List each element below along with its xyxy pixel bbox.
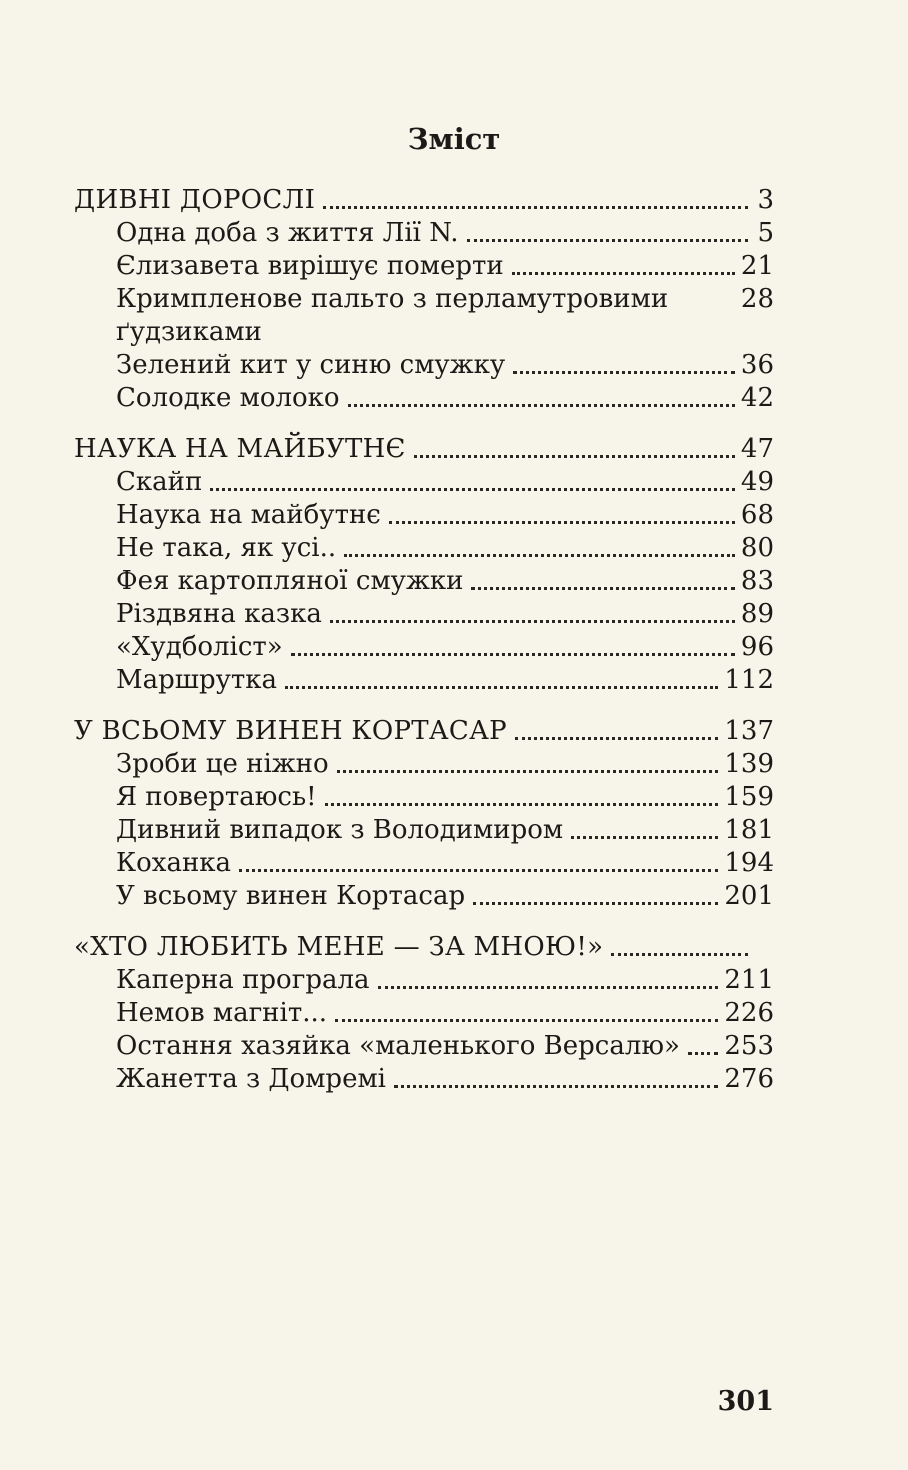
page-number: 96	[740, 632, 774, 662]
toc-section-heading	[74, 715, 774, 748]
toc-section	[74, 184, 774, 415]
dot-leader	[210, 488, 735, 491]
toc-entry	[74, 532, 774, 565]
entry-title: «Худболіст»	[116, 632, 283, 662]
toc-section	[74, 715, 774, 913]
toc-section	[74, 931, 774, 1096]
entry-title: Дивний випадок з Володимиром	[116, 815, 564, 845]
toc-entry	[74, 631, 774, 664]
entry-title: Зелений кит у синю смужку	[116, 350, 506, 380]
section-title: «ХТО ЛЮБИТЬ МЕНЕ — ЗА МНОЮ!»	[74, 932, 604, 962]
dot-leader	[467, 239, 748, 242]
page-number: 47	[740, 434, 774, 464]
page-number: 139	[724, 749, 774, 779]
toc-entry	[74, 565, 774, 598]
dot-leader	[378, 986, 719, 989]
dot-leader	[473, 902, 718, 905]
page-number: 276	[724, 1064, 774, 1094]
dot-leader	[571, 836, 718, 839]
dot-leader	[515, 737, 718, 740]
entry-title: Коханка	[116, 848, 232, 878]
page-number: 68	[740, 500, 774, 530]
toc-section-heading	[74, 931, 774, 964]
dot-leader	[688, 1052, 718, 1055]
toc-entry	[74, 664, 774, 697]
page-number: 3	[757, 185, 774, 215]
dot-leader	[512, 272, 735, 275]
page-number: 253	[724, 1031, 774, 1061]
dot-leader	[471, 587, 734, 590]
toc-entry	[74, 1030, 774, 1063]
dot-leader	[611, 953, 748, 956]
entry-title: Я повертаюсь!	[116, 782, 317, 812]
dot-leader	[348, 404, 735, 407]
toc-section-heading	[74, 184, 774, 217]
page-number: 42	[740, 383, 774, 413]
entry-title: У всьому винен Кортасар	[116, 881, 466, 911]
dot-leader	[394, 1085, 718, 1088]
toc-entry	[74, 964, 774, 997]
page-number: 21	[740, 251, 774, 281]
toc-entry	[74, 781, 774, 814]
entry-title: Фея картопляної смужки	[116, 566, 464, 596]
page-title: Зміст	[407, 122, 501, 156]
entry-title: Скайп	[116, 467, 203, 497]
toc-entry	[74, 283, 774, 349]
entry-title: Немов магніт...	[116, 998, 328, 1028]
entry-title: Кримпленове пальто з перламутровими ґудзиками	[116, 284, 669, 347]
dot-leader	[239, 869, 718, 872]
dot-leader	[285, 686, 718, 689]
entry-title: Жанетта з Домремі	[116, 1064, 386, 1094]
dot-leader	[513, 371, 735, 374]
toc-entry	[74, 349, 774, 382]
entry-title: Остання хазяйка «маленького Версалю»	[116, 1031, 680, 1061]
page-number: 194	[724, 848, 774, 878]
toc-section	[74, 433, 774, 697]
dot-leader	[414, 455, 735, 458]
page-number: 80	[740, 533, 774, 563]
dot-leader	[291, 653, 735, 656]
entry-title: Різдвяна казка	[116, 599, 322, 629]
toc-entry	[74, 499, 774, 532]
toc-section-heading	[74, 433, 774, 466]
page-number: 137	[724, 716, 774, 746]
dot-leader	[323, 206, 748, 209]
toc-entry	[74, 250, 774, 283]
dot-leader	[325, 803, 719, 806]
toc-entry	[74, 466, 774, 499]
page-number: 211	[724, 965, 774, 995]
entry-title: Маршрутка	[116, 665, 278, 695]
page-number: 36	[740, 350, 774, 380]
page-number: 159	[724, 782, 774, 812]
dot-leader	[337, 770, 719, 773]
entry-title: Одна доба з життя Лії N.	[116, 218, 459, 248]
section-title: У ВСЬОМУ ВИНЕН КОРТАСАР	[74, 716, 507, 746]
section-title: НАУКА НА МАЙБУТНЄ	[74, 434, 406, 464]
entry-title: Єлизавета вирішує померти	[116, 251, 504, 281]
toc-entry	[74, 814, 774, 847]
toc-entry	[74, 598, 774, 631]
entry-title: Солодке молоко	[116, 383, 340, 413]
toc-entry	[74, 382, 774, 415]
dot-leader	[344, 554, 735, 557]
page-number: 5	[757, 218, 774, 248]
entry-title: Не така, як усі..	[116, 533, 337, 563]
toc-entry	[74, 880, 774, 913]
dot-leader	[335, 1019, 718, 1022]
entry-title: Наука на майбутнє	[116, 500, 381, 530]
toc-entry	[74, 847, 774, 880]
toc-entry	[74, 1063, 774, 1096]
page-number: 83	[740, 566, 774, 596]
page-number: 112	[724, 665, 774, 695]
entry-title: Зроби це ніжно	[116, 749, 329, 779]
toc-entry	[74, 997, 774, 1030]
page-number: 201	[724, 881, 774, 911]
entry-title: Каперна програла	[116, 965, 370, 995]
page-number: 226	[724, 998, 774, 1028]
page-number: 181	[724, 815, 774, 845]
page-number: 28	[740, 284, 774, 314]
page-number: 49	[740, 467, 774, 497]
page-number: 89	[740, 599, 774, 629]
toc-entry	[74, 217, 774, 250]
section-title: ДИВНІ ДОРОСЛІ	[74, 185, 316, 215]
table-of-contents	[74, 184, 774, 1114]
toc-entry	[74, 748, 774, 781]
dot-leader	[330, 620, 735, 623]
page-folio: 301	[717, 1386, 774, 1417]
dot-leader	[389, 521, 735, 524]
